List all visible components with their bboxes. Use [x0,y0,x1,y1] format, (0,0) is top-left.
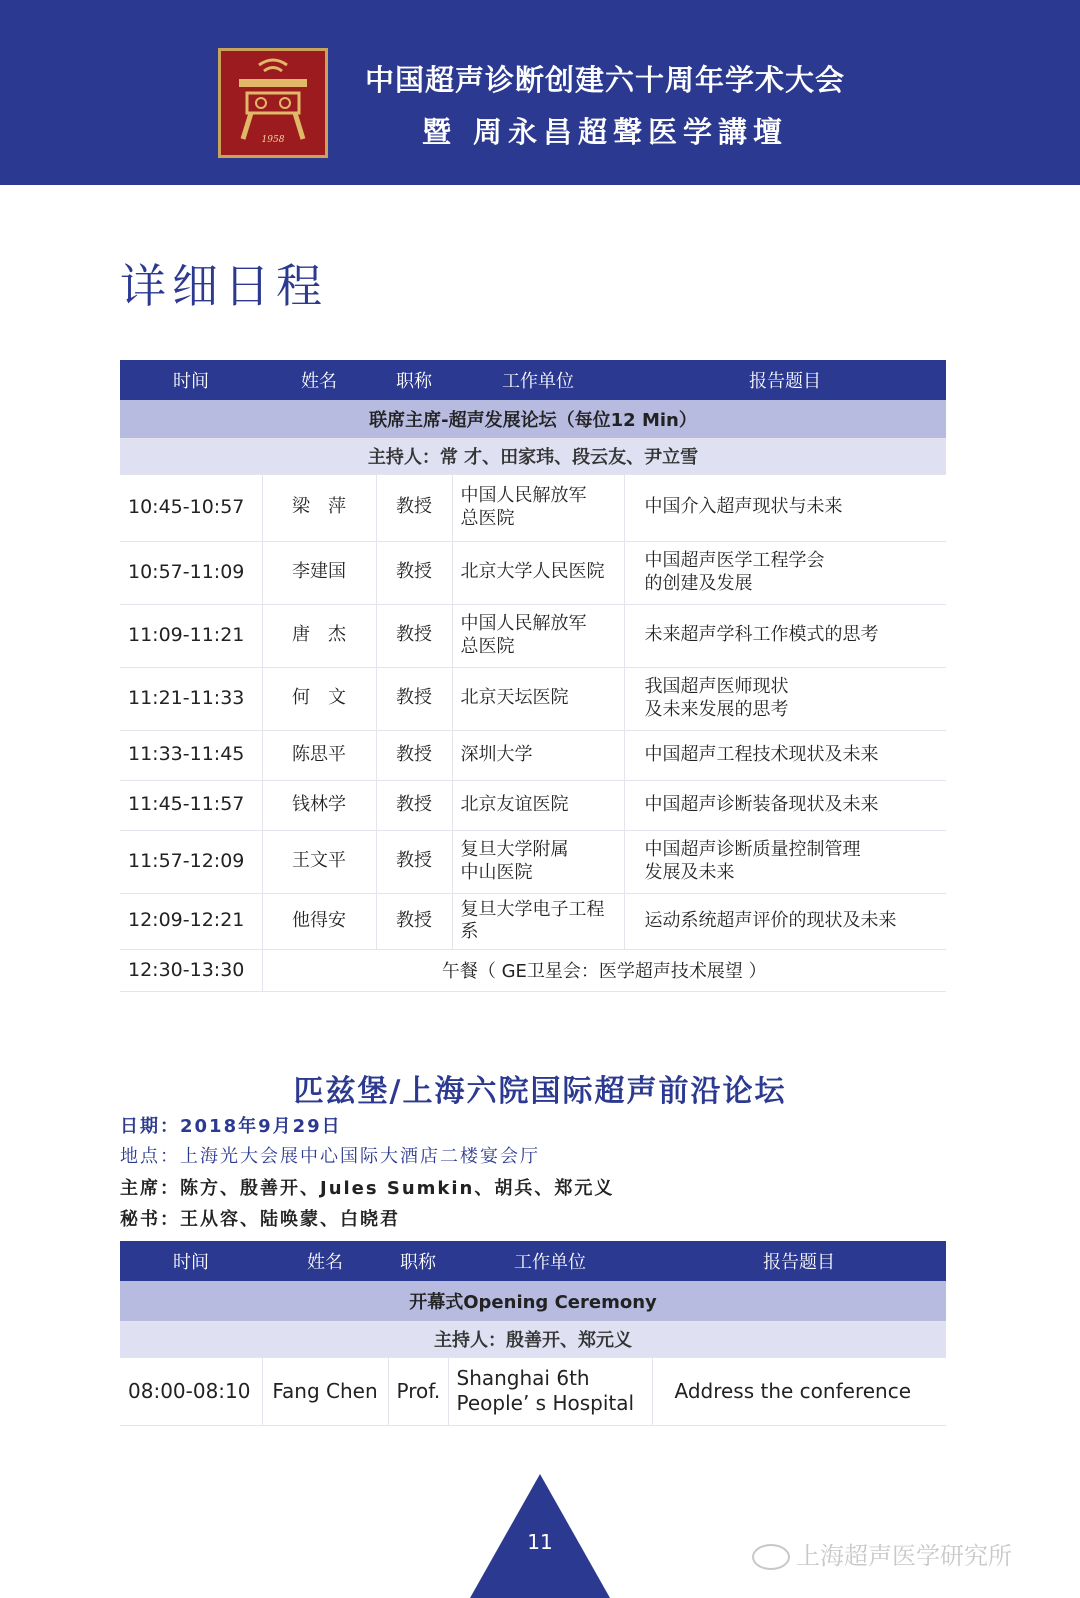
col-header-title: 职称 [388,1241,448,1281]
cell-name: 陈思平 [262,730,376,780]
cell-name: 唐 杰 [262,604,376,667]
table-row [120,830,946,893]
cell-unit: 复旦大学电子工程系 [452,893,624,949]
cell-title: 教授 [376,541,452,604]
cell-unit: 深圳大学 [452,730,624,780]
logo-year: 1958 [261,135,285,145]
session-hosts: 主持人：常 才、田家玮、段云友、尹立雪 [120,438,946,474]
cell-name: 王文平 [262,830,376,893]
cell-time: 08:00-08:10 [120,1357,262,1425]
cell-topic: 中国超声医学工程学会 的创建及发展 [624,541,946,604]
cell-time: 11:33-11:45 [120,730,262,780]
cell-title: Prof. [388,1357,448,1425]
forum-secretaries: 秘书：王从容、陆唤蒙、白晓君 [120,1209,400,1230]
cell-topic: 我国超声医师现状 及未来发展的思考 [624,667,946,730]
schedule-table-2 [120,1241,946,1426]
cell-title: 教授 [376,667,452,730]
cell-topic: 未来超声学科工作模式的思考 [624,604,946,667]
wechat-icon [752,1544,790,1570]
watermark [752,1536,1012,1571]
lunch-description: 午餐（ GE卫星会：医学超声技术展望 ） [262,949,946,991]
cell-topic: 运动系统超声评价的现状及未来 [624,893,946,949]
col-header-unit: 工作单位 [452,360,624,400]
cell-unit: Shanghai 6th People’ s Hospital [448,1357,652,1425]
col-header-title: 职称 [376,360,452,400]
cell-title: 教授 [376,893,452,949]
header-banner [0,0,1080,185]
cell-unit: 北京天坛医院 [452,667,624,730]
table-row [120,474,946,541]
cell-name: 钱林学 [262,780,376,830]
page-title: 详细日程 [120,259,328,313]
conference-subtitle: 暨 周永昌超聲医学講壇 [421,115,789,149]
table-row [120,730,946,780]
forum-chairs: 主席：陈方、殷善开、Jules Sumkin、胡兵、郑元义 [120,1178,615,1199]
cell-time: 12:09-12:21 [120,893,262,949]
cell-name: 梁 萍 [262,474,376,541]
cell-topic: 中国超声诊断装备现状及未来 [624,780,946,830]
table-row [120,541,946,604]
schedule-table-1 [120,360,946,992]
cell-unit: 北京大学人民医院 [452,541,624,604]
cell-unit: 复旦大学附属 中山医院 [452,830,624,893]
table-row [120,667,946,730]
table-header-row [120,360,946,400]
cell-name: 何 文 [262,667,376,730]
cell-title: 教授 [376,730,452,780]
page-number: 11 [527,1530,553,1554]
table-row [120,780,946,830]
cell-title: 教授 [376,474,452,541]
col-header-unit: 工作单位 [448,1241,652,1281]
cell-title: 教授 [376,604,452,667]
cell-name: Fang Chen [262,1357,388,1425]
cell-time: 11:45-11:57 [120,780,262,830]
cell-time: 10:57-11:09 [120,541,262,604]
col-header-name: 姓名 [262,360,376,400]
col-header-topic: 报告题目 [624,360,946,400]
lunch-time: 12:30-13:30 [120,949,262,991]
table-header-row [120,1241,946,1281]
table-row [120,1357,946,1425]
cell-unit: 中国人民解放军 总医院 [452,474,624,541]
col-header-name: 姓名 [262,1241,388,1281]
forum-title: 匹兹堡/上海六院国际超声前沿论坛 [293,1074,787,1109]
cell-time: 11:09-11:21 [120,604,262,667]
cell-time: 11:21-11:33 [120,667,262,730]
session-title: 开幕式Opening Ceremony [120,1281,946,1321]
cell-name: 他得安 [262,893,376,949]
table-row [120,893,946,949]
cell-topic: 中国超声工程技术现状及未来 [624,730,946,780]
session-hosts: 主持人：殷善开、郑元义 [120,1321,946,1357]
forum-location: 地点：上海光大会展中心国际大酒店二楼宴会厅 [120,1146,540,1167]
cell-name: 李建国 [262,541,376,604]
table-row [120,604,946,667]
cell-topic: 中国介入超声现状与未来 [624,474,946,541]
cell-title: 教授 [376,780,452,830]
cell-title: 教授 [376,830,452,893]
col-header-time: 时间 [120,1241,262,1281]
col-header-topic: 报告题目 [652,1241,946,1281]
cell-time: 10:45-10:57 [120,474,262,541]
conference-logo [218,48,328,158]
cell-time: 11:57-12:09 [120,830,262,893]
cell-unit: 北京友谊医院 [452,780,624,830]
cell-unit: 中国人民解放军 总医院 [452,604,624,667]
conference-title: 中国超声诊断创建六十周年学术大会 [364,63,845,97]
cell-topic: Address the conference [652,1357,946,1425]
forum-date: 日期：2018年9月29日 [120,1116,342,1137]
watermark-text: 上海超声医学研究所 [796,1542,1012,1570]
lunch-row [120,949,946,991]
session-title: 联席主席-超声发展论坛（每位12 Min） [120,400,946,438]
col-header-time: 时间 [120,360,262,400]
cell-topic: 中国超声诊断质量控制管理 发展及未来 [624,830,946,893]
